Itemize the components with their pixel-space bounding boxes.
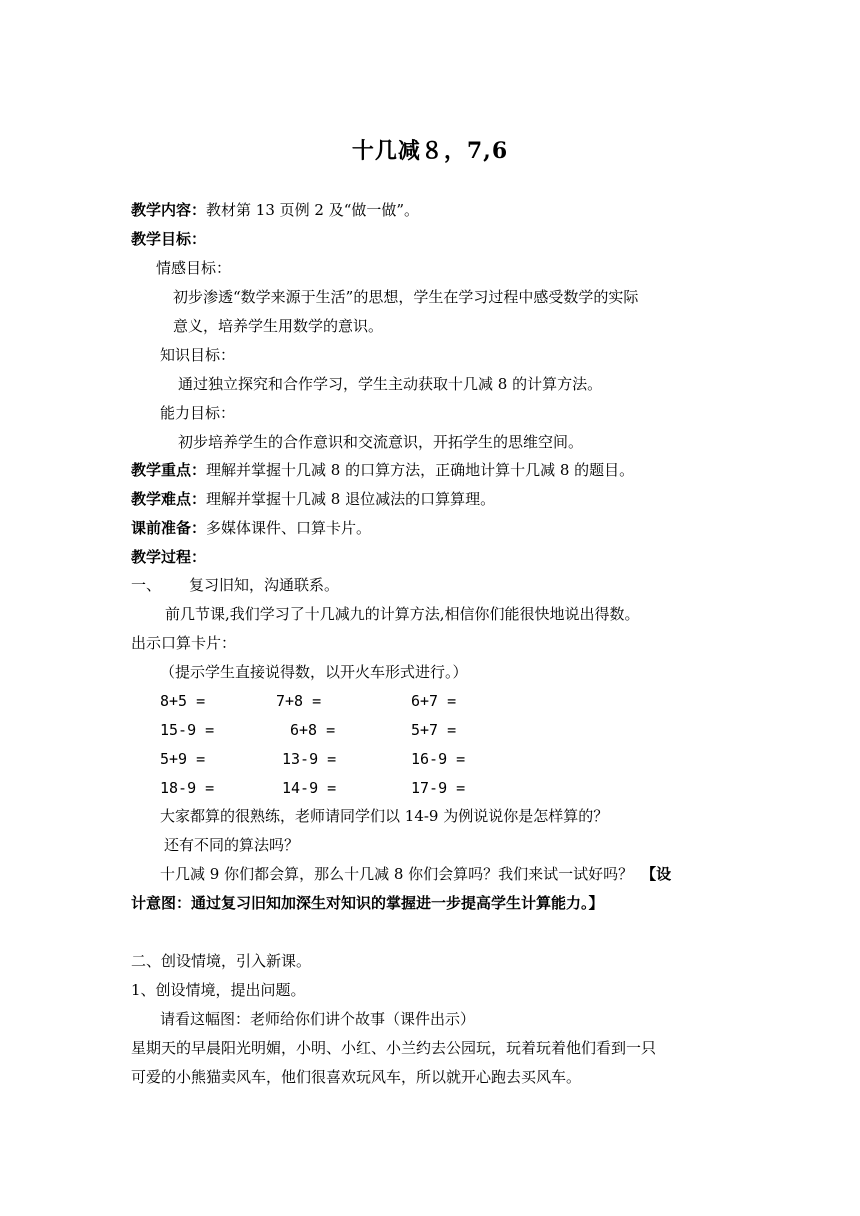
key-point xyxy=(131,459,634,481)
exercise-cell: 5+7 = xyxy=(411,721,457,739)
exercise-cell: 15-9 = xyxy=(160,721,215,739)
key-point-label: 教学重点： xyxy=(131,461,207,479)
emotion-goal-text-2: 意义，培养学生用数学的意识。 xyxy=(173,317,384,335)
exercise-cell: 5+9 = xyxy=(160,750,206,768)
difficulty-label: 教学难点： xyxy=(131,490,207,508)
preparation xyxy=(131,517,371,539)
exercise-cell: 13-9 = xyxy=(282,750,337,768)
section1-number: 一、 xyxy=(131,576,162,594)
process-heading: 教学过程： xyxy=(131,548,207,566)
design-intent-text: 计意图：通过复习旧知加深生对知识的掌握进一步提高学生计算能力。】 xyxy=(131,894,604,912)
exercise-cell: 6+7 = xyxy=(411,692,457,710)
ability-goal-label: 能力目标： xyxy=(160,404,236,422)
difficulty xyxy=(131,488,495,510)
page-title: 十几减８，7,6 xyxy=(351,138,509,164)
key-point-text: 理解并掌握十几减 8 的口算方法，正确地计算十几减 8 的题目。 xyxy=(206,461,635,479)
knowledge-goal-text: 通过独立探究和合作学习，学生主动获取十几减 8 的计算方法。 xyxy=(178,375,603,393)
teaching-content xyxy=(131,199,419,221)
emotion-goal-label: 情感目标： xyxy=(156,259,232,277)
exercise-cell: 6+8 = xyxy=(290,721,336,739)
teaching-content-label: 教学内容： xyxy=(131,201,207,219)
teaching-content-text: 教材第 13 页例 2 及“做一做”。 xyxy=(206,201,420,219)
section2-subheading: 1、创设情境，提出问题。 xyxy=(131,981,306,999)
emotion-goal-text-1: 初步渗透“数学来源于生活”的思想，学生在学习过程中感受数学的实际 xyxy=(173,288,639,306)
section1-question-1: 大家都算的很熟练，老师请同学们以 14-9 为例说说你是怎样算的？ xyxy=(160,807,609,825)
exercise-cell: 17-9 = xyxy=(411,779,466,797)
exercise-cell: 14-9 = xyxy=(282,779,337,797)
ability-goal-text: 初步培养学生的合作意识和交流意识，开拓学生的思维空间。 xyxy=(178,433,584,451)
preparation-label: 课前准备： xyxy=(131,519,207,537)
section1-paragraph-1: 前几节课,我们学习了十几减九的计算方法,相信你们能很快地说出得数。 xyxy=(165,605,640,623)
exercise-cell: 8+5 = xyxy=(160,692,206,710)
section2-heading: 二、创设情境，引入新课。 xyxy=(131,952,312,970)
section1-hint: （提示学生直接说得数，以开火车形式进行。） xyxy=(160,663,468,681)
section2-paragraph-1: 请看这幅图：老师给你们讲个故事（课件出示） xyxy=(160,1010,476,1028)
section1-question-3-text: 十几减 9 你们都会算，那么十几减 8 你们会算吗？我们来试一试好吗？ xyxy=(160,865,634,883)
objectives-heading: 教学目标： xyxy=(131,230,207,248)
preparation-text: 多媒体课件、口算卡片。 xyxy=(206,519,372,537)
section1-question-3 xyxy=(160,863,671,885)
design-intent-start: 【设 xyxy=(641,865,672,883)
section1-paragraph-2: 出示口算卡片： xyxy=(131,634,237,652)
section2-paragraph-2: 星期天的早晨阳光明媚，小明、小红、小兰约去公园玩，玩着玩着他们看到一只 xyxy=(131,1039,657,1057)
exercise-cell: 18-9 = xyxy=(160,779,215,797)
difficulty-text: 理解并掌握十几减 8 退位减法的口算算理。 xyxy=(206,490,496,508)
knowledge-goal-label: 知识目标： xyxy=(160,346,236,364)
exercise-cell: 7+8 = xyxy=(276,692,322,710)
exercise-cell: 16-9 = xyxy=(411,750,466,768)
section2-paragraph-3: 可爱的小熊猫卖风车，他们很喜欢玩风车，所以就开心跑去买风车。 xyxy=(131,1068,582,1086)
section1-heading: 复习旧知，沟通联系。 xyxy=(189,576,340,594)
section1-question-2: 还有不同的算法吗？ xyxy=(164,836,300,854)
